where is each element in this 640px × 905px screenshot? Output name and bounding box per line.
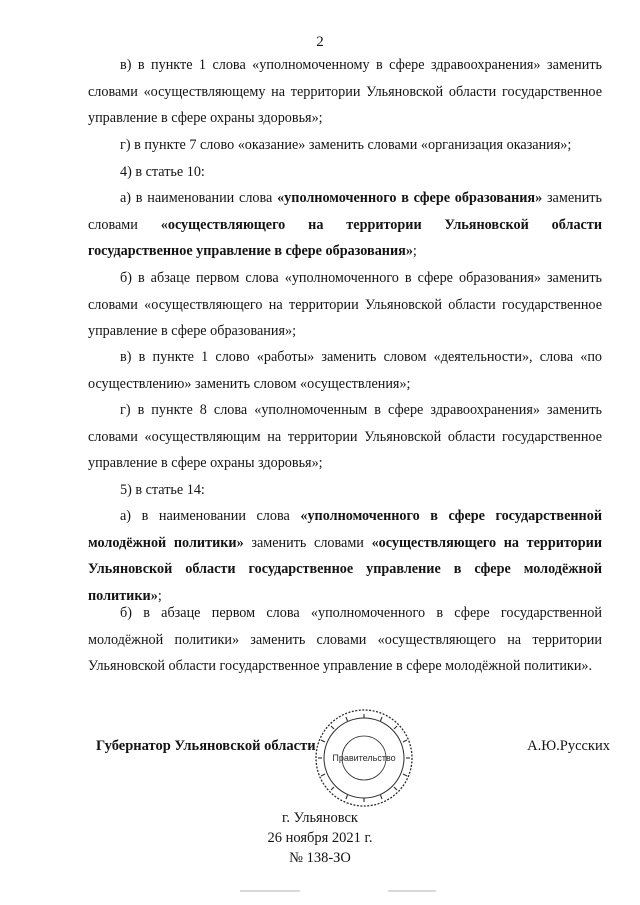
paragraph-article-10-v: в) в пункте 1 слово «работы» заменить словом «деятельности», слова «по осуществлению» заменить словом «осуществления»;: [88, 349, 602, 392]
text-segment: а) в наименовании слова: [120, 508, 301, 524]
footer-date: 26 ноября 2021 г.: [267, 830, 373, 846]
text-segment: заменить словами: [88, 190, 602, 233]
paragraph-article-10-b: б) в абзаце первом слова «уполномоченного в сфере образования» заменить словами «осуществляющего на территории Ульяновской области государственное управление в сфере образования»;: [88, 270, 602, 340]
paragraph-article-14: 5) в статье 14:: [120, 482, 205, 498]
page-number: 2: [316, 34, 324, 50]
paragraph-article-10-g: г) в пункте 8 слова «уполномоченным в сфере здравоохранения» заменить словами «осуществляющим на территории Ульяновской области государственное управление в сфере охраны здоровья»;: [88, 402, 602, 472]
text-segment: ;: [157, 587, 162, 604]
paragraph-article-14-b: б) в абзаце первом слова «уполномоченного в сфере государственной молодёжной политики» заменить словами «осуществляющего на территории Ульяновской области государственное управление в сфере молодёжной политики».: [88, 605, 602, 675]
footer-city: г. Ульяновск: [282, 810, 358, 826]
bold-segment: «осуществляющего на территории Ульяновской области государственное управление в сфере молодёжной политики»: [88, 534, 602, 604]
bold-segment: «осуществляющего на территории Ульяновской области государственное управление в сфере образования»: [88, 216, 602, 260]
document-footer: [0, 808, 640, 868]
scan-artifact-line: [240, 890, 300, 892]
paragraph-article-14-a: [88, 503, 602, 609]
paragraph-article-10: 4) в статье 10:: [120, 164, 205, 180]
text-segment: заменить словами: [243, 534, 372, 551]
bold-segment: «уполномоченного в сфере образования»: [277, 190, 543, 206]
scan-artifact-line: [388, 890, 436, 892]
bold-segment: «уполномоченного в сфере государственной молодёжной политики»: [88, 508, 602, 551]
paragraph-item-v: в) в пункте 1 слова «уполномоченному в сфере здравоохранения» заменить словами «осуществляющему на территории Ульяновской области государственное управление в сфере охраны здоровья»;: [88, 57, 602, 127]
paragraph-article-10-a: [88, 185, 602, 265]
paragraph-item-g: г) в пункте 7 слово «оказание» заменить словами «организация оказания»;: [120, 137, 572, 153]
footer-number: № 138-ЗО: [289, 850, 351, 866]
official-seal-icon: [304, 706, 424, 814]
signature-title: Губернатор Ульяновской области: [96, 738, 316, 754]
signature-name: А.Ю.Русских: [527, 738, 610, 754]
seal-text: Правительство: [332, 753, 396, 763]
text-segment: а) в наименовании слова: [120, 190, 278, 206]
text-segment: ;: [412, 243, 417, 260]
